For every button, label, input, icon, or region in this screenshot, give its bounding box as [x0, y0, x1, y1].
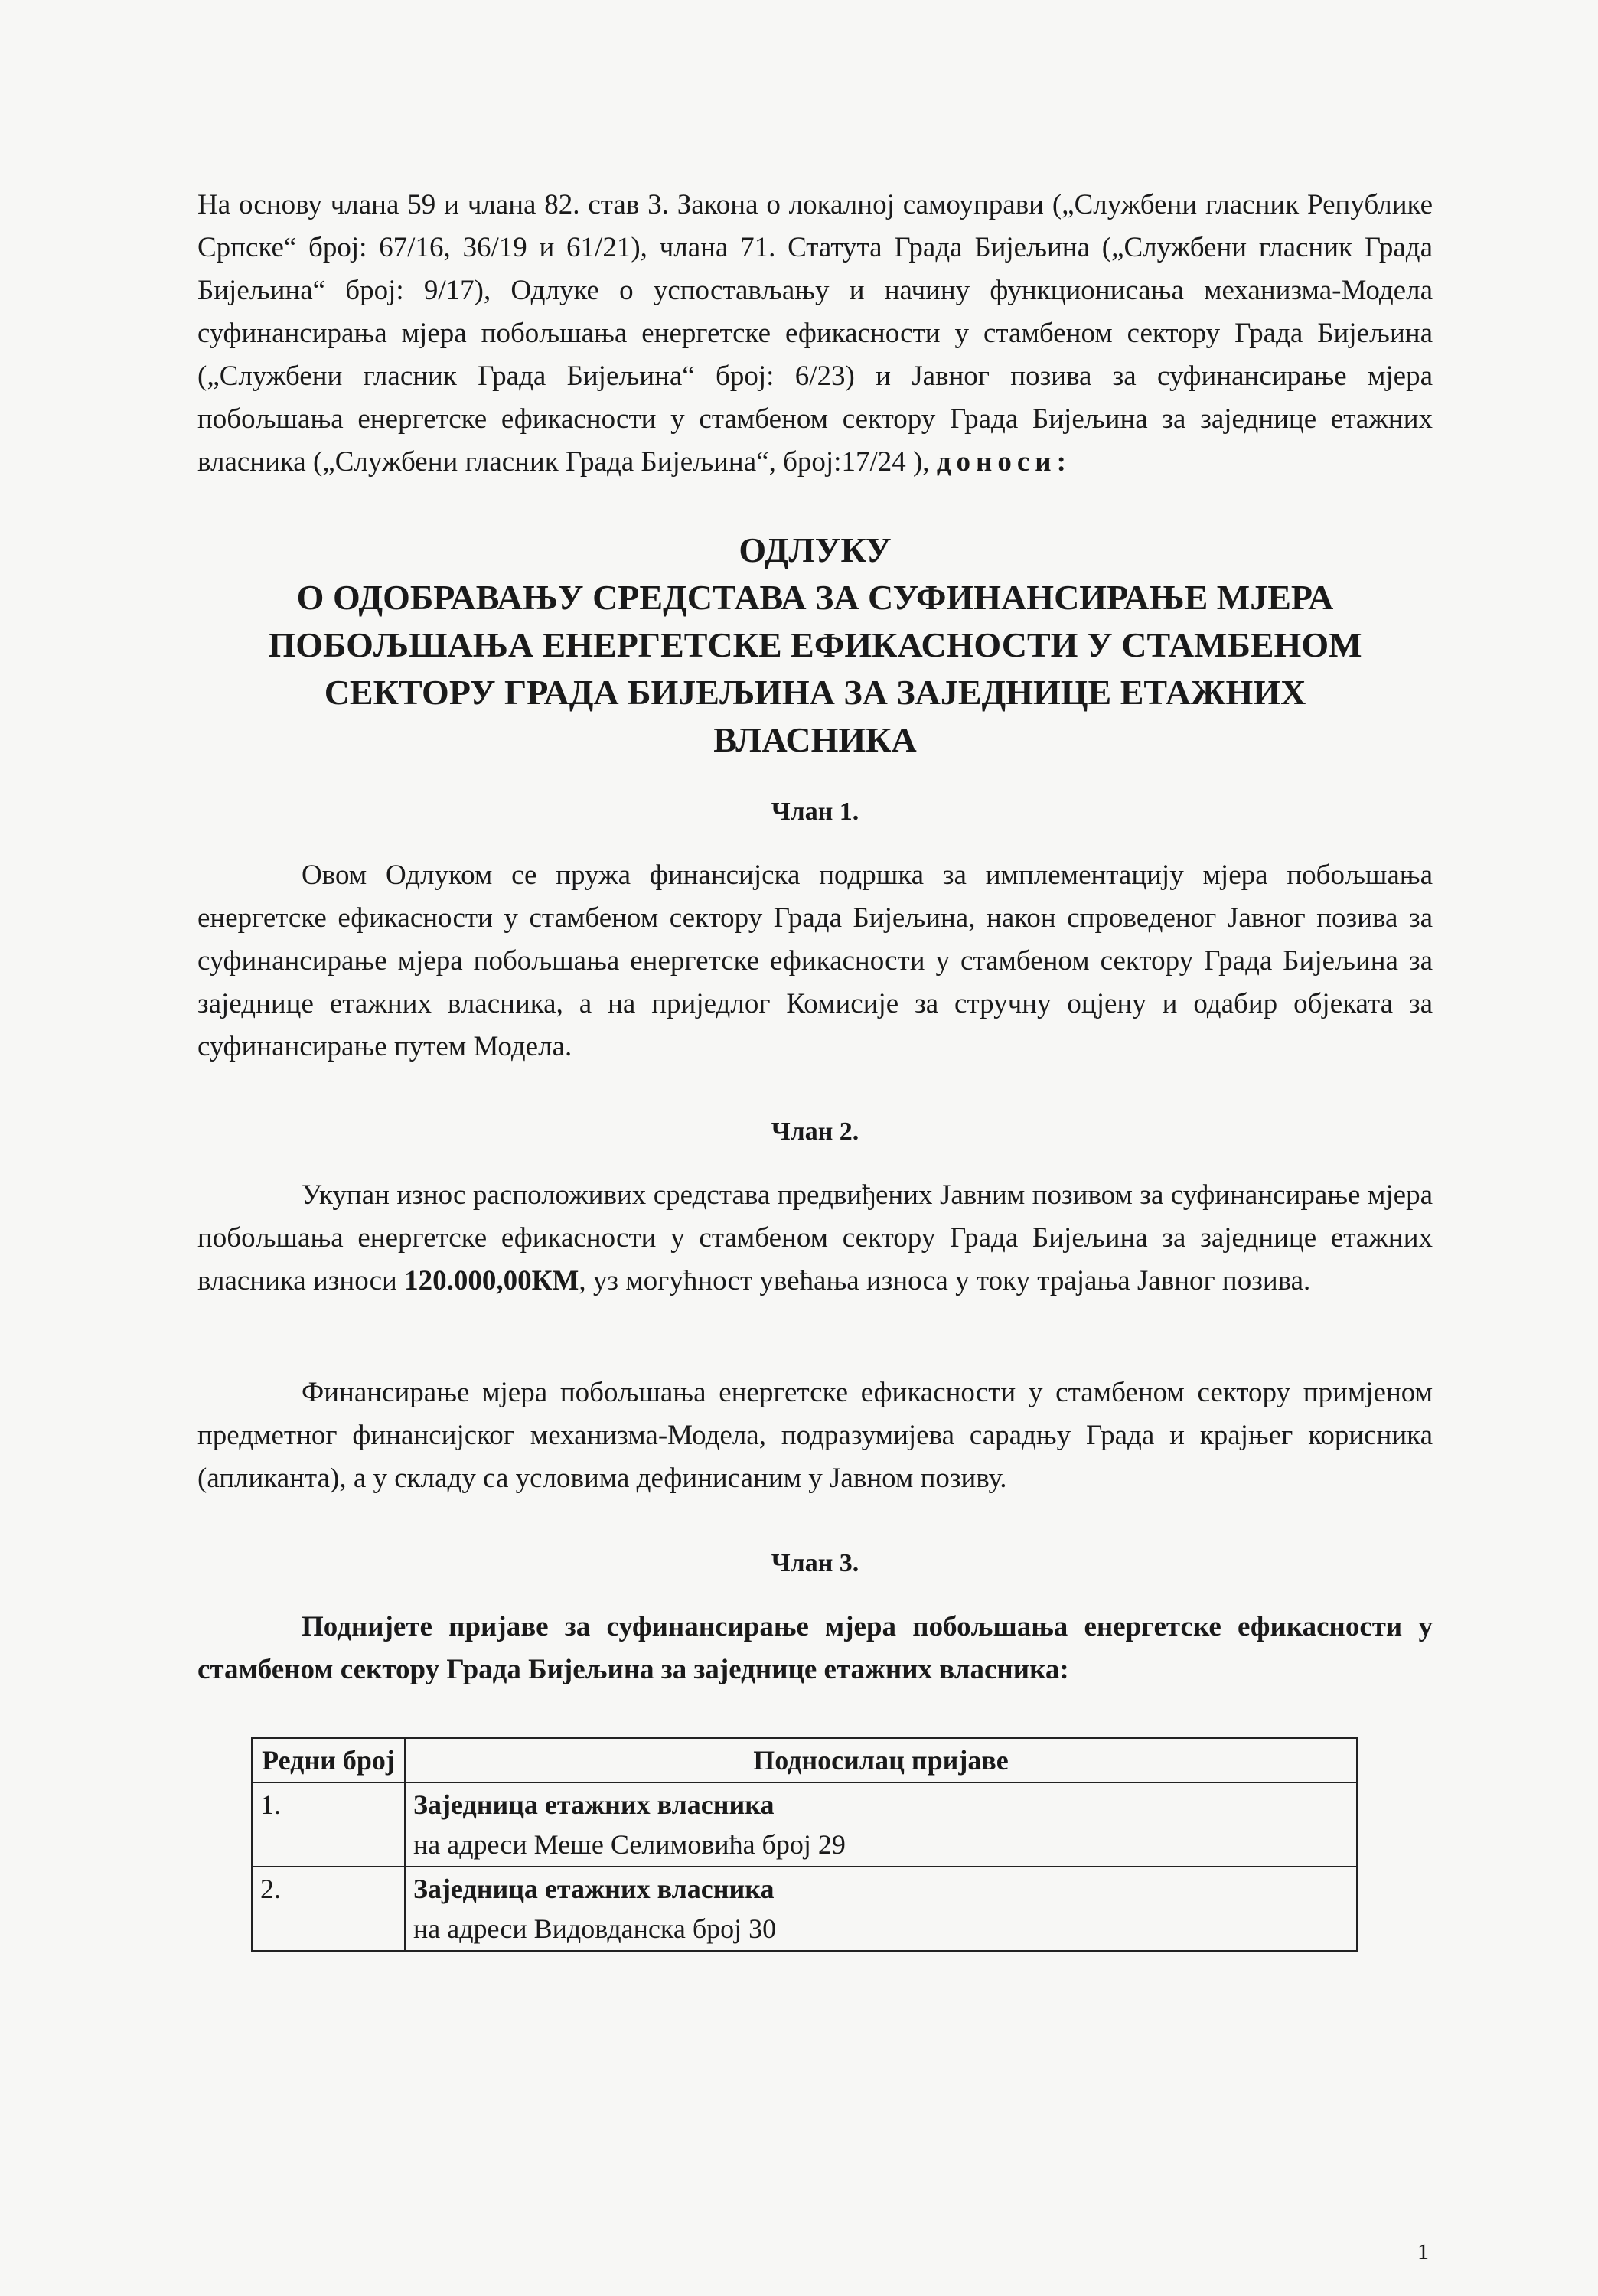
title-line-3: ПОБОЉШАЊА ЕНЕРГЕТСКЕ ЕФИКАСНОСТИ У СТАМБЕНОМ [268, 625, 1362, 664]
article-1-heading: Члан 1. [771, 797, 859, 826]
article-2-paragraph-2: Финансирање мјера побољшања енергетске ефикасности у стамбеном сектору примјеном предметног финансијског механизма-Модела, подразумијева сарадњу Града и крајњег корисника (апликанта), а у складу са условима дефинисаним у Јавном позиву. [197, 1377, 1433, 1494]
title-line-5: ВЛАСНИКА [713, 720, 917, 759]
total-amount: 120.000,00КМ [404, 1265, 579, 1296]
applicant-address: на адреси Видовданска број 30 [413, 1913, 777, 1944]
article-1-text: Овом Одлуком се пружа финансијска подршка за имплементацију мјера побољшања енергетске ефикасности у стамбеном сектору Града Бијељина, након спроведеног Јавног позива за суфинансирање мјера побољшања енергетске ефикасности у стамбеном сектору Града Бијељина за заједнице етажних власника, а на приједлог Комисије за стручну оцјену и одабир објеката за суфинансирање путем Модела. [197, 859, 1433, 1062]
row-number: 1. [252, 1782, 405, 1867]
applicant-address: на адреси Меше Селимовића број 29 [413, 1829, 846, 1860]
header-applicant: Подносилац пријаве [405, 1738, 1357, 1782]
enacts-word: доноси: [936, 446, 1071, 478]
table-row [252, 1867, 1357, 1951]
preamble-paragraph [197, 184, 1433, 484]
page-number: 1 [1417, 2239, 1429, 2265]
applicant-title: Заједница етажних власника [413, 1874, 775, 1904]
applicants-table [251, 1737, 1358, 1952]
document-page [197, 184, 1433, 1952]
article-2-paragraph-1 [197, 1174, 1433, 1303]
title-line-4: СЕКТОРУ ГРАДА БИЈЕЉИНА ЗА ЗАЈЕДНИЦЕ ЕТАЖНИХ [324, 673, 1306, 712]
article-3-heading: Члан 3. [771, 1549, 859, 1577]
row-applicant [405, 1867, 1357, 1951]
row-number: 2. [252, 1867, 405, 1951]
article-2-text-before: Укупан износ расположивих средстава предвиђених Јавним позивом за суфинансирање мјера побољшања енергетске ефикасности у стамбеном сектору Града Бијељина за заједнице етажних власника износи [197, 1179, 1433, 1296]
header-ordinal-number: Редни број [252, 1738, 405, 1782]
decision-title [197, 527, 1433, 764]
title-line-1: ОДЛУКУ [739, 530, 892, 569]
title-line-2: О ОДОБРАВАЊУ СРЕДСТАВА ЗА СУФИНАНСИРАЊЕ МЈЕРА [296, 578, 1334, 617]
preamble-text: На основу члана 59 и члана 82. став 3. Закона о локалној самоуправи („Службени гласник Републике Српске“ број: 67/16, 36/19 и 61/21), члана 71. Статута Града Бијељина („Службени гласник Града Бијељина“ број: 9/17), Одлуке о успостављању и начину функционисања механизма-Модела суфинансирања мјера побољшања енергетске ефикасности у стамбеном сектору Града Бијељина („Службени гласник Града Бијељина“ број: 6/23) и Јавног позива за суфинансирање мјера побољшања енергетске ефикасности у стамбеном сектору Града Бијељина за заједнице етажних власника („Службени гласник Града Бијељина“, број:17/24 ), [197, 189, 1433, 478]
article-2-heading: Члан 2. [771, 1117, 859, 1146]
article-2-text-after: , уз могућност увећања износа у току трајања Јавног позива. [579, 1265, 1311, 1296]
row-applicant [405, 1782, 1357, 1867]
table-header-row [252, 1738, 1357, 1782]
article-3-intro: Поднијете пријаве за суфинансирање мјера побољшања енергетске ефикасности у стамбеном сектору Града Бијељина за заједнице етажних власника: [197, 1611, 1433, 1685]
table-row [252, 1782, 1357, 1867]
applicant-title: Заједница етажних власника [413, 1789, 775, 1820]
